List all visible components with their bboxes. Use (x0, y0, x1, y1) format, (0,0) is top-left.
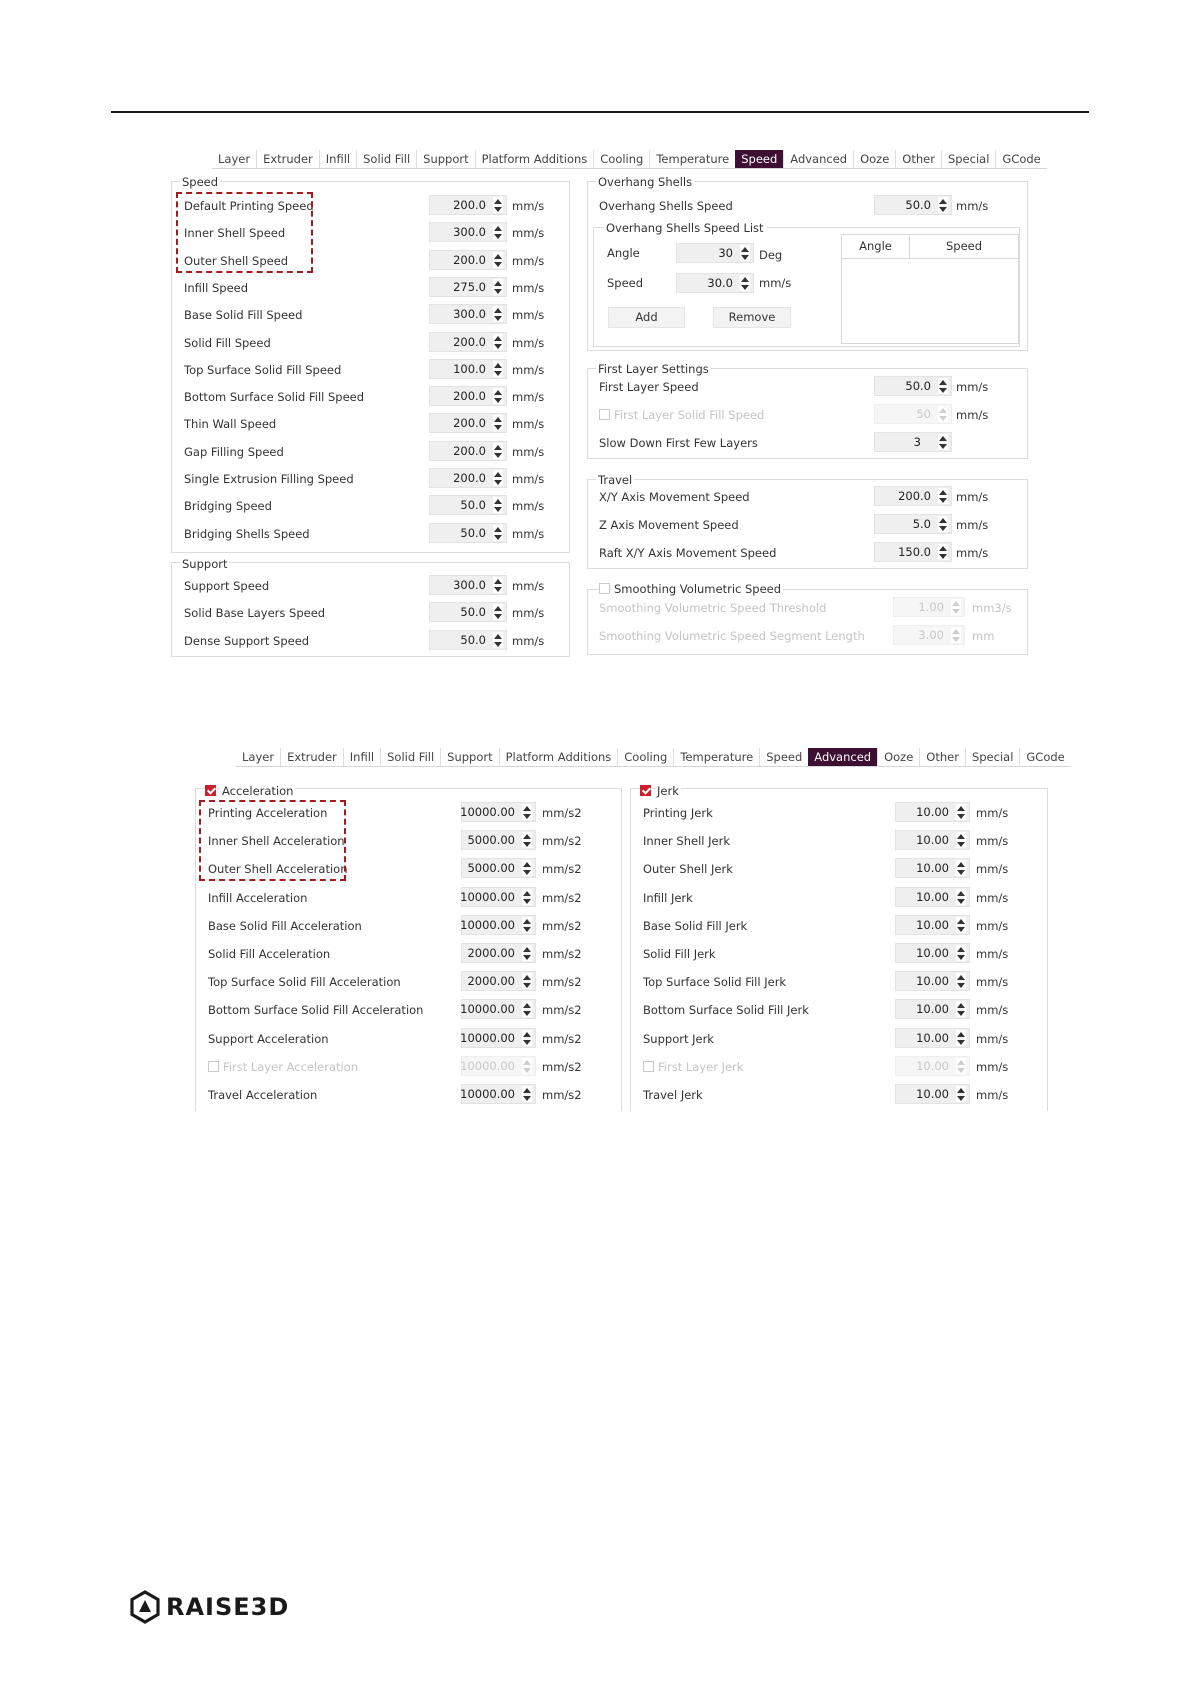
outer-shell-speed-value: 200.0 (453, 252, 486, 267)
smoothing-segment-spinbox[interactable] (893, 625, 965, 645)
solid-fill-acceleration-unit: mm/s2 (542, 947, 582, 961)
first-layer-jerk-checkbox[interactable] (643, 1061, 654, 1072)
first-layer-speed-label: First Layer Speed (599, 380, 699, 394)
first-layer-speed-value: 50.0 (905, 379, 931, 393)
tab-speed[interactable]: Speed (759, 748, 808, 766)
thin-wall-speed-spinbox[interactable] (429, 413, 507, 433)
tab-gcode[interactable]: GCode (1019, 748, 1070, 766)
bridging-shells-speed-value: 50.0 (460, 525, 486, 540)
spin-arrows-icon[interactable] (493, 604, 503, 620)
printing-acceleration-value: 10000.00 (460, 805, 515, 819)
thin-wall-speed-value: 200.0 (453, 416, 486, 431)
base-solid-fill-speed-spinbox[interactable] (429, 304, 507, 324)
infill-acceleration-spinbox[interactable] (461, 887, 536, 907)
base-solid-fill-speed-label: Base Solid Fill Speed (184, 308, 303, 323)
angle-spinbox[interactable] (676, 243, 754, 263)
tab-extruder[interactable]: Extruder (256, 150, 319, 168)
list-speed-unit: mm/s (759, 276, 792, 290)
spin-arrows-icon[interactable] (938, 406, 948, 422)
infill-speed-value: 275.0 (453, 279, 486, 294)
bridging-shells-speed-unit: mm/s (512, 526, 545, 541)
support-speed-spinbox[interactable] (429, 575, 507, 595)
overhang-speed-spinbox[interactable] (874, 195, 952, 215)
infill-speed-unit: mm/s (512, 280, 545, 295)
printing-acceleration-spinbox[interactable] (461, 802, 536, 822)
tab-solid-fill[interactable]: Solid Fill (356, 150, 416, 168)
gap-filling-speed-spinbox[interactable] (429, 441, 507, 461)
thin-wall-speed-label: Thin Wall Speed (184, 417, 277, 432)
tab-layer[interactable]: Layer (218, 152, 251, 166)
spin-arrows-icon[interactable] (522, 1001, 532, 1017)
table-header-angle[interactable]: Angle (841, 234, 910, 259)
solid-fill-speed-label: Solid Fill Speed (184, 335, 271, 350)
spin-arrows-icon[interactable] (493, 415, 503, 431)
spin-arrows-icon[interactable] (493, 388, 503, 404)
top-surface-solid-fill-speed-spinbox[interactable] (429, 359, 507, 379)
raft-x-y-axis-movement-speed-spinbox[interactable] (874, 542, 952, 562)
support-speed-unit: mm/s (512, 579, 545, 593)
z-axis-movement-speed-label: Z Axis Movement Speed (599, 518, 739, 532)
overhang-speed-label: Overhang Shells Speed (599, 199, 733, 213)
gap-filling-speed-unit: mm/s (512, 444, 545, 459)
smoothing-threshold-spinbox[interactable] (893, 597, 965, 617)
angle-label: Angle (607, 246, 640, 260)
infill-jerk-value: 10.00 (916, 889, 949, 904)
highlight-box-acceleration (199, 800, 346, 881)
infill-acceleration-label: Infill Acceleration (208, 890, 308, 905)
top-surface-solid-fill-speed-label: Top Surface Solid Fill Speed (184, 362, 342, 377)
list-speed-spinbox[interactable] (676, 273, 754, 293)
infill-jerk-label: Infill Jerk (643, 890, 693, 905)
top-surface-solid-fill-speed-value: 100.0 (453, 361, 486, 376)
support-acceleration-spinbox[interactable] (461, 1028, 536, 1048)
support-speed-value: 300.0 (453, 578, 486, 592)
outer-shell-speed-spinbox[interactable] (429, 250, 507, 270)
dense-support-speed-spinbox[interactable] (429, 630, 507, 650)
z-axis-movement-speed-value: 5.0 (912, 517, 931, 531)
tab-platform-additions[interactable]: Platform Additions (499, 748, 618, 766)
tab-temperature[interactable]: Temperature (649, 150, 735, 168)
tab-platform-additions[interactable]: Platform Additions (475, 150, 594, 168)
bottom-surface-solid-fill-jerk-value: 10.00 (916, 1002, 949, 1017)
raft-x-y-axis-movement-speed-unit: mm/s (956, 546, 989, 560)
raise3d-logo-text: RAISE3D (166, 1593, 290, 1621)
first-layer-jerk-value: 10.00 (916, 1058, 949, 1073)
infill-jerk-spinbox[interactable] (895, 887, 970, 907)
overhang-speed-unit: mm/s (956, 199, 989, 213)
first-layer-solid-fill-value: 50 (916, 407, 931, 421)
spin-arrows-icon[interactable] (938, 516, 948, 532)
solid-fill-acceleration-value: 2000.00 (467, 946, 515, 960)
printing-jerk-value: 10.00 (916, 805, 949, 819)
spin-arrows-icon[interactable] (493, 632, 503, 648)
acceleration-checkbox[interactable] (205, 785, 216, 796)
raise3d-logo-icon (130, 1590, 160, 1624)
tab-temperature[interactable]: Temperature (673, 748, 759, 766)
tab-support[interactable]: Support (440, 748, 498, 766)
bottom-surface-solid-fill-speed-label: Bottom Surface Solid Fill Speed (184, 390, 365, 405)
support-acceleration-unit: mm/s2 (542, 1031, 582, 1046)
spin-arrows-icon[interactable] (740, 245, 750, 261)
tab-extruder[interactable]: Extruder (280, 748, 343, 766)
spin-arrows-icon[interactable] (522, 860, 532, 876)
inner-shell-speed-value: 300.0 (453, 225, 486, 240)
tab-support[interactable]: Support (416, 150, 474, 168)
spin-arrows-icon[interactable] (522, 832, 532, 848)
speed-group-title: Speed (182, 175, 219, 189)
raft-x-y-axis-movement-speed-value: 150.0 (898, 545, 931, 559)
spin-arrows-icon[interactable] (938, 434, 948, 450)
base-solid-fill-acceleration-unit: mm/s2 (542, 918, 582, 933)
inner-shell-speed-label: Inner Shell Speed (184, 226, 286, 241)
travel-jerk-spinbox[interactable] (895, 1084, 970, 1104)
infill-speed-label: Infill Speed (184, 280, 249, 295)
outer-shell-acceleration-label: Outer Shell Acceleration (208, 862, 348, 877)
travel-jerk-label: Travel Jerk (643, 1088, 703, 1102)
spin-arrows-icon[interactable] (938, 197, 948, 213)
spin-arrows-icon[interactable] (493, 252, 503, 268)
single-extrusion-filling-speed-label: Single Extrusion Filling Speed (184, 472, 354, 486)
top-surface-solid-fill-speed-unit: mm/s (512, 362, 545, 377)
inner-shell-acceleration-value: 5000.00 (467, 833, 515, 848)
base-solid-fill-jerk-value: 10.00 (916, 917, 949, 932)
tab-advanced[interactable]: Advanced (808, 748, 877, 766)
smoothing-threshold-value: 1.00 (918, 600, 944, 614)
printing-acceleration-label: Printing Acceleration (208, 806, 328, 820)
tab-cooling[interactable]: Cooling (593, 150, 649, 168)
inner-shell-jerk-label: Inner Shell Jerk (643, 834, 730, 849)
angle-unit: Deg (759, 248, 783, 262)
first-layer-acceleration-spinbox[interactable] (461, 1056, 536, 1076)
tab-infill[interactable]: Infill (343, 748, 380, 766)
spin-arrows-icon[interactable] (522, 889, 532, 905)
raft-x-y-axis-movement-speed-label: Raft X/Y Axis Movement Speed (599, 546, 777, 560)
tab-cooling[interactable]: Cooling (617, 748, 673, 766)
solid-base-layers-speed-label: Solid Base Layers Speed (184, 606, 326, 621)
x-y-axis-movement-speed-spinbox[interactable] (874, 486, 952, 506)
gap-filling-speed-label: Gap Filling Speed (184, 444, 284, 459)
spin-arrows-icon[interactable] (493, 306, 503, 322)
header-rule (111, 111, 1089, 113)
top-surface-solid-fill-acceleration-unit: mm/s2 (542, 975, 582, 990)
printing-jerk-unit: mm/s (976, 806, 1009, 820)
support-jerk-spinbox[interactable] (895, 1028, 970, 1048)
solid-base-layers-speed-unit: mm/s (512, 606, 545, 621)
outer-shell-jerk-value: 10.00 (916, 861, 949, 876)
spin-arrows-icon[interactable] (493, 470, 503, 486)
inner-shell-speed-spinbox[interactable] (429, 222, 507, 242)
inner-shell-jerk-value: 10.00 (916, 833, 949, 848)
top-surface-solid-fill-jerk-label: Top Surface Solid Fill Jerk (643, 975, 787, 990)
x-y-axis-movement-speed-unit: mm/s (956, 490, 989, 504)
spin-arrows-icon[interactable] (956, 860, 966, 876)
bridging-shells-speed-label: Bridging Shells Speed (184, 526, 310, 541)
spin-arrows-icon[interactable] (951, 627, 961, 643)
bottom-surface-solid-fill-acceleration-value: 10000.00 (460, 1002, 515, 1017)
base-solid-fill-acceleration-label: Base Solid Fill Acceleration (208, 918, 362, 933)
inner-shell-jerk-unit: mm/s (976, 834, 1009, 849)
outer-shell-jerk-label: Outer Shell Jerk (643, 862, 733, 877)
slow-down-label: Slow Down First Few Layers (599, 436, 758, 450)
spin-arrows-icon[interactable] (493, 361, 503, 377)
table-header-speed[interactable]: Speed (909, 234, 1019, 259)
base-solid-fill-speed-value: 300.0 (453, 307, 486, 322)
bridging-speed-spinbox[interactable] (429, 495, 507, 515)
smoothing-threshold-label: Smoothing Volumetric Speed Threshold (599, 601, 827, 615)
spin-arrows-icon[interactable] (522, 1030, 532, 1046)
base-solid-fill-jerk-spinbox[interactable] (895, 915, 970, 935)
outer-shell-speed-unit: mm/s (512, 253, 545, 268)
single-extrusion-filling-speed-unit: mm/s (512, 472, 545, 486)
solid-base-layers-speed-value: 50.0 (460, 605, 486, 620)
spin-arrows-icon[interactable] (956, 1001, 966, 1017)
tab-bar-advanced (236, 748, 1071, 767)
dense-support-speed-label: Dense Support Speed (184, 633, 310, 648)
base-solid-fill-acceleration-spinbox[interactable] (461, 915, 536, 935)
inner-shell-acceleration-spinbox[interactable] (461, 830, 536, 850)
top-surface-solid-fill-acceleration-spinbox[interactable] (461, 971, 536, 991)
bottom-surface-solid-fill-speed-value: 200.0 (453, 389, 486, 404)
highlight-box-speed (176, 192, 313, 273)
first-layer-jerk-label: First Layer Jerk (658, 1059, 744, 1074)
spin-arrows-icon[interactable] (522, 1086, 532, 1102)
travel-acceleration-spinbox[interactable] (461, 1084, 536, 1104)
tab-special[interactable]: Special (941, 150, 995, 168)
solid-fill-jerk-unit: mm/s (976, 947, 1009, 961)
tab-ooze[interactable]: Ooze (877, 748, 919, 766)
first-layer-jerk-unit: mm/s (976, 1059, 1009, 1074)
printing-jerk-label: Printing Jerk (643, 806, 713, 820)
tab-speed[interactable]: Speed (735, 150, 783, 168)
default-printing-speed-value: 200.0 (453, 198, 486, 212)
infill-speed-spinbox[interactable] (429, 277, 507, 297)
smoothing-segment-unit: mm (972, 629, 995, 643)
first-layer-solid-fill-unit: mm/s (956, 408, 989, 422)
outer-shell-jerk-spinbox[interactable] (895, 858, 970, 878)
inner-shell-jerk-spinbox[interactable] (895, 830, 970, 850)
first-layer-jerk-spinbox[interactable] (895, 1056, 970, 1076)
bridging-speed-unit: mm/s (512, 499, 545, 514)
first-layer-acceleration-label: First Layer Acceleration (223, 1059, 359, 1074)
tab-bar-speed (212, 150, 1047, 169)
spin-arrows-icon[interactable] (938, 378, 948, 394)
solid-fill-acceleration-label: Solid Fill Acceleration (208, 947, 331, 961)
overhang-group-title: Overhang Shells (598, 175, 693, 189)
remove-button[interactable]: Remove (713, 307, 791, 328)
travel-jerk-value: 10.00 (916, 1087, 949, 1101)
top-surface-solid-fill-acceleration-value: 2000.00 (467, 974, 515, 989)
bottom-surface-solid-fill-jerk-unit: mm/s (976, 1003, 1009, 1018)
base-solid-fill-acceleration-value: 10000.00 (460, 917, 515, 932)
spin-arrows-icon[interactable] (938, 488, 948, 504)
tab-layer[interactable]: Layer (242, 750, 275, 764)
printing-acceleration-unit: mm/s2 (542, 806, 582, 820)
solid-fill-jerk-label: Solid Fill Jerk (643, 947, 716, 961)
infill-jerk-unit: mm/s (976, 890, 1009, 905)
spin-arrows-icon[interactable] (938, 544, 948, 560)
spin-arrows-icon[interactable] (522, 917, 532, 933)
overhang-list-title: Overhang Shells Speed List (606, 221, 764, 235)
spin-arrows-icon[interactable] (493, 577, 503, 593)
solid-base-layers-speed-spinbox[interactable] (429, 602, 507, 622)
solid-fill-acceleration-spinbox[interactable] (461, 943, 536, 963)
smoothing-threshold-unit: mm3/s (972, 601, 1012, 615)
jerk-group-title: Jerk (657, 784, 679, 798)
spin-arrows-icon[interactable] (956, 889, 966, 905)
jerk-checkbox[interactable] (640, 785, 651, 796)
travel-jerk-unit: mm/s (976, 1088, 1009, 1102)
spin-arrows-icon[interactable] (522, 1058, 532, 1074)
smoothing-checkbox[interactable] (599, 583, 610, 594)
bottom-surface-solid-fill-acceleration-spinbox[interactable] (461, 999, 536, 1019)
solid-fill-jerk-spinbox[interactable] (895, 943, 970, 963)
solid-fill-speed-value: 200.0 (453, 334, 486, 349)
support-jerk-unit: mm/s (976, 1031, 1009, 1046)
spin-arrows-icon[interactable] (956, 973, 966, 989)
tab-other[interactable]: Other (895, 150, 941, 168)
default-printing-speed-label: Default Printing Speed (184, 199, 314, 213)
spin-arrows-icon[interactable] (956, 804, 966, 820)
spin-arrows-icon[interactable] (951, 599, 961, 615)
spin-arrows-icon[interactable] (493, 443, 503, 459)
support-acceleration-label: Support Acceleration (208, 1031, 329, 1046)
travel-group-title: Travel (598, 473, 633, 487)
outer-shell-acceleration-spinbox[interactable] (461, 858, 536, 878)
support-jerk-value: 10.00 (916, 1030, 949, 1045)
support-jerk-label: Support Jerk (643, 1031, 714, 1046)
tab-other[interactable]: Other (919, 748, 965, 766)
base-solid-fill-jerk-unit: mm/s (976, 918, 1009, 933)
single-extrusion-filling-speed-spinbox[interactable] (429, 468, 507, 488)
gap-filling-speed-value: 200.0 (453, 443, 486, 458)
tab-gcode[interactable]: GCode (995, 150, 1046, 168)
tab-advanced[interactable]: Advanced (783, 150, 853, 168)
spin-arrows-icon[interactable] (522, 804, 532, 820)
tab-special[interactable]: Special (965, 748, 1019, 766)
top-surface-solid-fill-jerk-spinbox[interactable] (895, 971, 970, 991)
dense-support-speed-unit: mm/s (512, 633, 545, 648)
x-y-axis-movement-speed-label: X/Y Axis Movement Speed (599, 490, 750, 504)
spin-arrows-icon[interactable] (956, 832, 966, 848)
tab-solid-fill[interactable]: Solid Fill (380, 748, 440, 766)
solid-fill-speed-spinbox[interactable] (429, 332, 507, 352)
smoothing-segment-label: Smoothing Volumetric Speed Segment Length (599, 629, 865, 643)
travel-acceleration-label: Travel Acceleration (208, 1088, 318, 1102)
inner-shell-acceleration-unit: mm/s2 (542, 834, 582, 849)
spin-arrows-icon[interactable] (493, 224, 503, 240)
dense-support-speed-value: 50.0 (460, 632, 486, 647)
spin-arrows-icon[interactable] (956, 945, 966, 961)
bottom-surface-solid-fill-speed-unit: mm/s (512, 390, 545, 405)
tab-infill[interactable]: Infill (319, 150, 356, 168)
acceleration-group-title: Acceleration (222, 784, 294, 798)
spin-arrows-icon[interactable] (740, 275, 750, 291)
first-layer-group-title: First Layer Settings (598, 362, 709, 376)
bridging-speed-value: 50.0 (460, 498, 486, 513)
inner-shell-speed-unit: mm/s (512, 226, 545, 241)
overhang-speed-value: 50.0 (905, 198, 931, 212)
travel-acceleration-unit: mm/s2 (542, 1088, 582, 1102)
first-layer-solid-fill-checkbox[interactable] (599, 409, 610, 420)
infill-acceleration-unit: mm/s2 (542, 890, 582, 905)
bottom-surface-solid-fill-jerk-label: Bottom Surface Solid Fill Jerk (643, 1003, 809, 1018)
spin-arrows-icon[interactable] (956, 917, 966, 933)
angle-value: 30 (718, 246, 733, 260)
bottom-surface-solid-fill-acceleration-label: Bottom Surface Solid Fill Acceleration (208, 1003, 424, 1018)
solid-fill-speed-unit: mm/s (512, 335, 545, 350)
bridging-speed-label: Bridging Speed (184, 499, 272, 514)
support-speed-label: Support Speed (184, 579, 270, 593)
printing-jerk-spinbox[interactable] (895, 802, 970, 822)
bottom-surface-solid-fill-acceleration-unit: mm/s2 (542, 1003, 582, 1018)
spin-arrows-icon[interactable] (956, 1086, 966, 1102)
add-button[interactable]: Add (608, 307, 685, 328)
top-surface-solid-fill-jerk-unit: mm/s (976, 975, 1009, 990)
single-extrusion-filling-speed-value: 200.0 (453, 471, 486, 485)
slow-down-spinbox[interactable] (874, 432, 952, 452)
first-layer-speed-spinbox[interactable] (874, 376, 952, 396)
default-printing-speed-unit: mm/s (512, 199, 545, 213)
x-y-axis-movement-speed-value: 200.0 (898, 489, 931, 503)
spin-arrows-icon[interactable] (956, 1030, 966, 1046)
travel-acceleration-value: 10000.00 (460, 1087, 515, 1101)
inner-shell-acceleration-label: Inner Shell Acceleration (208, 834, 345, 849)
default-printing-speed-spinbox[interactable] (429, 195, 507, 215)
spin-arrows-icon[interactable] (493, 334, 503, 350)
base-solid-fill-speed-unit: mm/s (512, 308, 545, 323)
support-acceleration-value: 10000.00 (460, 1030, 515, 1045)
outer-shell-acceleration-unit: mm/s2 (542, 862, 582, 877)
raise3d-logo (130, 1590, 289, 1624)
spin-arrows-icon[interactable] (522, 945, 532, 961)
first-layer-solid-fill-spinbox[interactable] (874, 404, 952, 424)
list-speed-value: 30.0 (707, 276, 733, 290)
z-axis-movement-speed-unit: mm/s (956, 518, 989, 532)
tab-ooze[interactable]: Ooze (853, 150, 895, 168)
first-layer-solid-fill-label: First Layer Solid Fill Speed (614, 408, 765, 422)
bridging-shells-speed-spinbox[interactable] (429, 523, 507, 543)
first-layer-acceleration-checkbox[interactable] (208, 1061, 219, 1072)
spin-arrows-icon[interactable] (493, 197, 503, 213)
infill-acceleration-value: 10000.00 (460, 889, 515, 904)
outer-shell-speed-label: Outer Shell Speed (184, 253, 289, 268)
solid-fill-jerk-value: 10.00 (916, 946, 949, 960)
spin-arrows-icon[interactable] (493, 497, 503, 513)
bottom-surface-solid-fill-speed-spinbox[interactable] (429, 386, 507, 406)
top-surface-solid-fill-acceleration-label: Top Surface Solid Fill Acceleration (208, 975, 401, 990)
z-axis-movement-speed-spinbox[interactable] (874, 514, 952, 534)
smoothing-group-title: Smoothing Volumetric Speed (614, 582, 782, 596)
smoothing-segment-value: 3.00 (918, 628, 944, 642)
outer-shell-acceleration-value: 5000.00 (467, 861, 515, 876)
first-layer-acceleration-value: 10000.00 (460, 1058, 515, 1073)
bottom-surface-solid-fill-jerk-spinbox[interactable] (895, 999, 970, 1019)
spin-arrows-icon[interactable] (522, 973, 532, 989)
top-surface-solid-fill-jerk-value: 10.00 (916, 974, 949, 989)
outer-shell-jerk-unit: mm/s (976, 862, 1009, 877)
slow-down-value: 3 (913, 435, 921, 449)
first-layer-speed-unit: mm/s (956, 380, 989, 394)
list-speed-label: Speed (607, 276, 644, 290)
thin-wall-speed-unit: mm/s (512, 417, 545, 432)
first-layer-acceleration-unit: mm/s2 (542, 1059, 582, 1074)
spin-arrows-icon[interactable] (493, 525, 503, 541)
spin-arrows-icon[interactable] (493, 279, 503, 295)
spin-arrows-icon[interactable] (956, 1058, 966, 1074)
base-solid-fill-jerk-label: Base Solid Fill Jerk (643, 918, 748, 933)
support-group-title: Support (182, 557, 228, 571)
